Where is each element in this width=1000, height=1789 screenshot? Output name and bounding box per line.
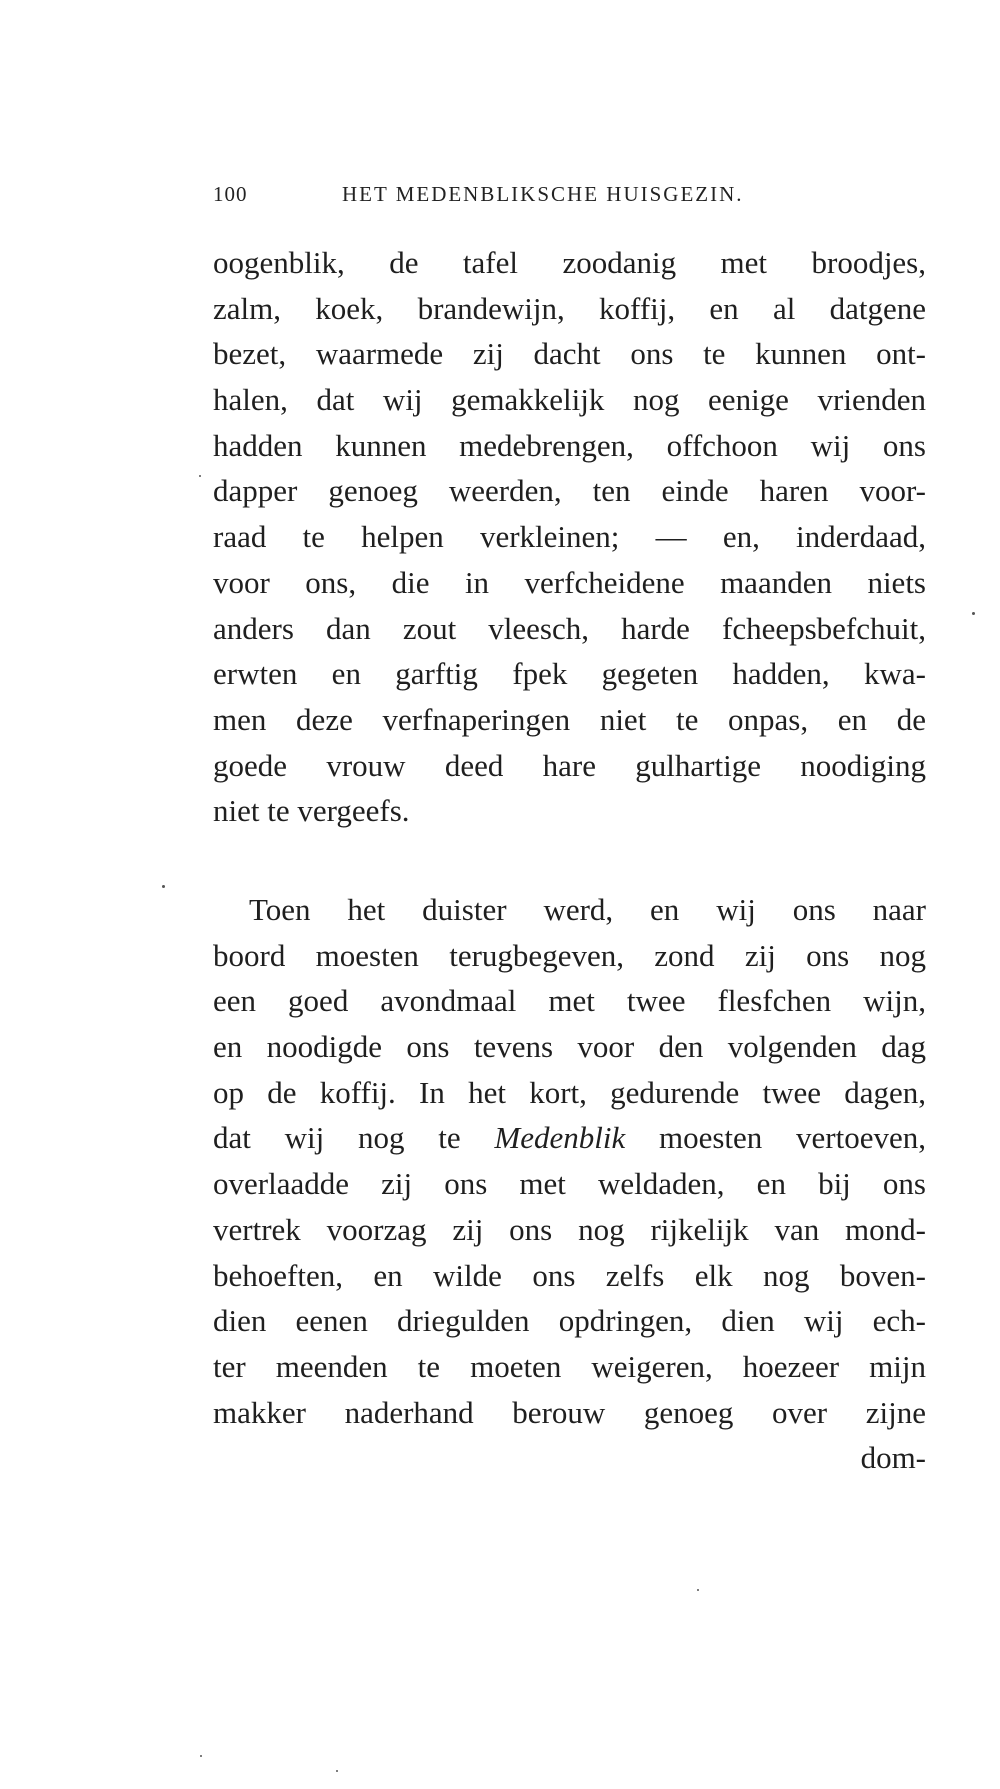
running-title: HET MEDENBLIKSCHE HUISGEZIN. [342, 182, 744, 206]
text-line: behoeften, en wilde ons zelfs elk nog boven- [213, 1257, 926, 1293]
paragraph-1 [213, 240, 926, 834]
text-line: men deze verfnaperingen niet te onpas, en de [213, 701, 926, 737]
text-line: hadden kunnen medebrengen, offchoon wij ons [213, 427, 926, 463]
text-line: boord moesten terugbegeven, zond zij ons nog [213, 937, 926, 973]
text-line: dapper genoeg weerden, ten einde haren voor- [213, 473, 926, 509]
paper-speck [162, 885, 165, 888]
paper-speck [697, 1589, 699, 1591]
catchword: dom- [860, 1440, 926, 1476]
page-number: 100 [213, 182, 248, 206]
paragraph-2 [213, 887, 926, 1481]
text-line: zalm, koek, brandewijn, koffij, en al datgene [213, 290, 926, 326]
page-header [213, 182, 933, 218]
text-line: een goed avondmaal met twee flesfchen wijn, [213, 983, 926, 1019]
text-line: makker naderhand berouw genoeg over zijne [213, 1394, 926, 1430]
text-line-with-place [213, 1115, 926, 1161]
text-line: raad te helpen verkleinen; — en, inderdaad, [213, 519, 926, 555]
text-line: niet te vergeefs. [213, 793, 410, 829]
paper-speck [200, 1755, 202, 1757]
text-line: ter meenden te moeten weigeren, hoezeer mijn [213, 1348, 926, 1384]
text-line: voor ons, die in verfcheidene maanden niets [213, 564, 926, 600]
place-name: Medenblik [494, 1120, 626, 1156]
text-line: anders dan zout vleesch, harde fcheepsbefchuit, [213, 610, 926, 646]
text-fragment: dat wij nog te [213, 1120, 495, 1156]
text-line: bezet, waarmede zij dacht ons te kunnen ont- [213, 336, 926, 372]
text-line: op de koffij. In het kort, gedurende twee dagen, [213, 1074, 926, 1110]
text-line: vertrek voorzag zij ons nog rijkelijk van mond- [213, 1211, 926, 1247]
text-line: goede vrouw deed hare gulhartige noodiging [213, 747, 926, 783]
paper-speck [972, 612, 975, 615]
text-line: Toen het duister werd, en wij ons naar [249, 892, 926, 927]
paper-speck [199, 475, 201, 477]
paper-speck [336, 1770, 338, 1772]
text-line: dien eenen driegulden opdringen, dien wij ech- [213, 1303, 926, 1339]
text-fragment: moesten vertoeven, [625, 1120, 927, 1156]
text-line: en noodigde ons tevens voor den volgenden dag [213, 1029, 926, 1065]
text-line: erwten en garftig fpek gegeten hadden, kwa- [213, 656, 926, 692]
text-line: halen, dat wij gemakkelijk nog eenige vrienden [213, 382, 926, 418]
text-line: oogenblik, de tafel zoodanig met broodjes, [213, 245, 926, 280]
text-line: overlaadde zij ons met weldaden, en bij ons [213, 1166, 926, 1202]
